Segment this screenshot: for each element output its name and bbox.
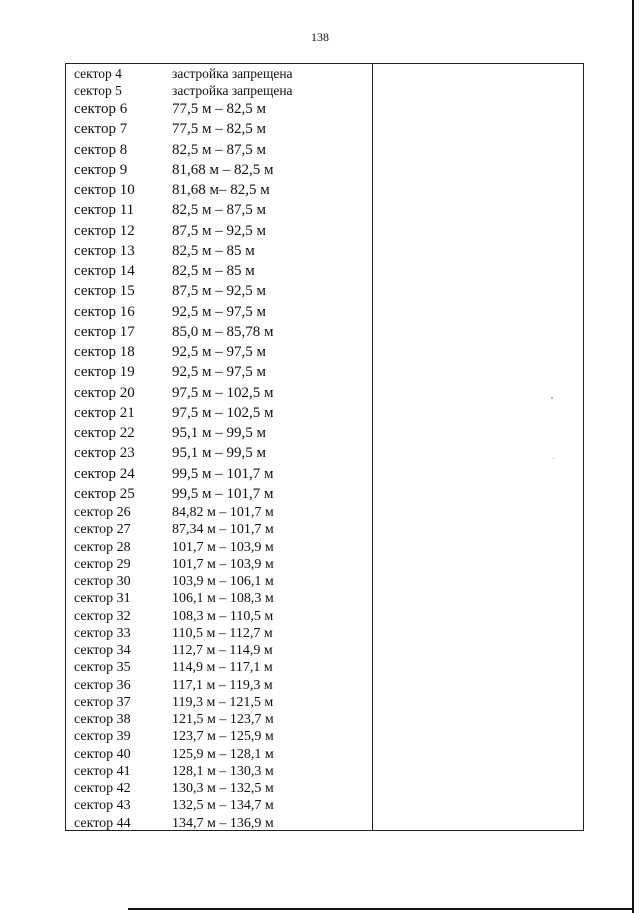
- height-range: 128,1 м – 130,3 м: [172, 764, 274, 779]
- sector-label: сектор 22: [74, 425, 135, 441]
- sector-label: сектор 27: [74, 522, 131, 537]
- height-range: 119,3 м – 121,5 м: [172, 695, 274, 710]
- sector-label: сектор 37: [74, 695, 131, 710]
- height-range: 97,5 м – 102,5 м: [172, 385, 274, 401]
- height-range: 92,5 м – 97,5 м: [172, 364, 266, 380]
- height-range: 108,3 м – 110,5 м: [172, 609, 274, 624]
- sector-label: сектор 38: [74, 712, 131, 727]
- sector-label: сектор 40: [74, 747, 131, 762]
- sector-label: сектор 4: [74, 66, 122, 81]
- height-range: 92,5 м – 97,5 м: [172, 304, 266, 320]
- height-range: 121,5 м – 123,7 м: [172, 712, 274, 727]
- height-range: 92,5 м – 97,5 м: [172, 344, 266, 360]
- height-range: 130,3 м – 132,5 м: [172, 781, 274, 796]
- height-range: 114,9 м – 117,1 м: [172, 660, 273, 675]
- height-range: 103,9 м – 106,1 м: [172, 574, 274, 589]
- sector-label: сектор 42: [74, 781, 131, 796]
- height-range: 87,5 м – 92,5 м: [172, 283, 266, 299]
- sector-label: сектор 29: [74, 557, 131, 572]
- height-range: 106,1 м – 108,3 м: [172, 591, 274, 606]
- sector-label: сектор 31: [74, 591, 131, 606]
- sector-label: сектор 16: [74, 304, 135, 320]
- sector-label: сектор 7: [74, 121, 128, 137]
- sector-label: сектор 41: [74, 764, 131, 779]
- height-range: 95,1 м – 99,5 м: [172, 445, 266, 461]
- sector-label: сектор 36: [74, 678, 131, 693]
- height-range: 125,9 м – 128,1 м: [172, 747, 274, 762]
- height-range: 95,1 м – 99,5 м: [172, 425, 266, 441]
- sector-label: сектор 43: [74, 798, 131, 813]
- sector-label: сектор 10: [74, 182, 135, 198]
- page-number: 138: [311, 30, 329, 44]
- sector-label: сектор 35: [74, 660, 131, 675]
- height-range: 99,5 м – 101,7 м: [172, 486, 274, 502]
- sector-label: сектор 26: [74, 505, 131, 520]
- sector-label: сектор 5: [74, 83, 122, 98]
- height-range: 82,5 м – 85 м: [172, 263, 255, 279]
- sector-label: сектор 21: [74, 405, 135, 421]
- sector-label: сектор 6: [74, 101, 128, 117]
- sector-label: сектор 11: [74, 202, 135, 218]
- height-range: 82,5 м – 87,5 м: [172, 202, 266, 218]
- sector-label: сектор 19: [74, 364, 135, 380]
- sector-label: сектор 25: [74, 486, 135, 502]
- sector-label: сектор 20: [74, 385, 135, 401]
- height-range: 101,7 м – 103,9 м: [172, 540, 274, 555]
- sector-label: сектор 14: [74, 263, 135, 279]
- height-range: 77,5 м – 82,5 м: [172, 121, 266, 137]
- sector-label: сектор 8: [74, 142, 128, 158]
- height-range: 82,5 м – 85 м: [172, 243, 255, 259]
- sector-label: сектор 17: [74, 324, 135, 340]
- height-range: 82,5 м – 87,5 м: [172, 142, 266, 158]
- sector-label: сектор 39: [74, 729, 131, 744]
- sector-label: сектор 30: [74, 574, 131, 589]
- height-range: 132,5 м – 134,7 м: [172, 798, 274, 813]
- height-range: 85,0 м – 85,78 м: [172, 324, 274, 340]
- sector-label: сектор 32: [74, 609, 131, 624]
- height-range: 77,5 м – 82,5 м: [172, 101, 266, 117]
- height-range: 81,68 м– 82,5 м: [172, 182, 270, 198]
- height-range: 87,34 м – 101,7 м: [172, 522, 274, 537]
- sector-label: сектор 18: [74, 344, 135, 360]
- sector-label: сектор 44: [74, 816, 131, 831]
- sector-label: сектор 34: [74, 643, 131, 658]
- height-range: застройка запрещена: [172, 83, 293, 98]
- height-range: 101,7 м – 103,9 м: [172, 557, 274, 572]
- height-range: 117,1 м – 119,3 м: [172, 678, 273, 693]
- height-range: 99,5 м – 101,7 м: [172, 466, 274, 482]
- sector-label: сектор 23: [74, 445, 135, 461]
- sector-label: сектор 28: [74, 540, 131, 555]
- height-range: 87,5 м – 92,5 м: [172, 223, 266, 239]
- sector-label: сектор 15: [74, 283, 135, 299]
- height-range: застройка запрещена: [172, 66, 293, 81]
- sector-label: сектор 12: [74, 223, 135, 239]
- height-range: 112,7 м – 114,9 м: [172, 643, 273, 658]
- height-range: 97,5 м – 102,5 м: [172, 405, 274, 421]
- height-range: 110,5 м – 112,7 м: [172, 626, 273, 641]
- sector-label: сектор 13: [74, 243, 135, 259]
- height-range: 84,82 м – 101,7 м: [172, 505, 274, 520]
- height-range: 81,68 м – 82,5 м: [172, 162, 274, 178]
- height-range: 123,7 м – 125,9 м: [172, 729, 274, 744]
- sector-label: сектор 24: [74, 466, 135, 482]
- sector-label: сектор 33: [74, 626, 131, 641]
- sector-label: сектор 9: [74, 162, 128, 178]
- height-range: 134,7 м – 136,9 м: [172, 816, 274, 831]
